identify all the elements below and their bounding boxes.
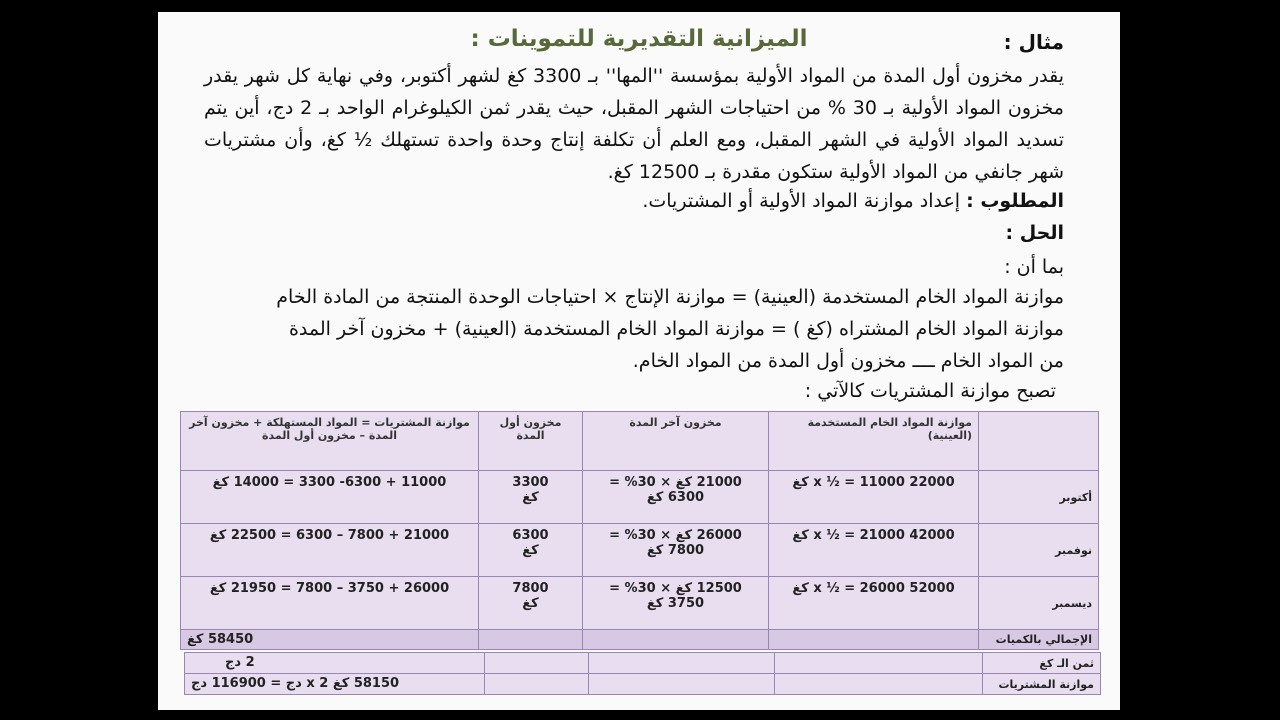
used-cell: 22000 x ½ = 11000 كغ — [769, 471, 979, 524]
header-start-stock: مخزون أول المدة — [479, 412, 583, 471]
page-title: الميزانية التقديرية للتموينات : — [470, 26, 808, 52]
start-stock-value: 3300 — [512, 475, 549, 490]
table-row — [181, 577, 1099, 630]
month-cell: أكتوبر — [979, 471, 1099, 524]
intro-paragraph: يقدر مخزون أول المدة من المواد الأولية بمؤسسة ''المها'' بـ 3300 كغ لشهر أكتوبر، وفي نهاية كل شهر يقدر مخزون المواد الأولية بـ 30 % من احتياجات الشهر المقبل، حيث يقدر ثمن الكيلوغرام الواحد بـ 2 دج، أين يتم تسديد المواد الأولية في الشهر المقبل، ومع العلم أن تكلفة إنتاج وحدة واحدة تستهلك ½ كغ، وأن مشتريات شهر جانفي من المواد الأولية ستكون مقدرة بـ 12500 كغ. — [204, 65, 1065, 183]
required-line — [204, 186, 1064, 216]
table-row — [181, 471, 1099, 524]
example-label: مثال : — [1003, 30, 1064, 54]
start-stock-value: 6300 — [512, 528, 549, 543]
end-stock-formula: 21000 كغ × 30% = — [609, 475, 742, 490]
document-page — [158, 12, 1120, 710]
formula-1: موازنة المواد الخام المستخدمة (العينية) = موازنة الإنتاج × احتياجات الوحدة المنتجة من المادة الخام — [276, 286, 1064, 308]
start-stock-unit: كغ — [522, 490, 539, 505]
price-label: ثمن الـ كغ — [983, 653, 1101, 674]
end-stock-formula: 26000 كغ × 30% = — [609, 528, 742, 543]
end-stock-formula: 12500 كغ × 30% = — [609, 581, 742, 596]
purchases-table — [180, 411, 1098, 650]
empty-cell — [485, 674, 589, 695]
formula-2a: موازنة المواد الخام المشتراه (كغ ) = موازنة المواد الخام المستخدمة (العينية) + مخزون آخر المدة — [288, 318, 1064, 340]
end-stock-cell — [583, 524, 769, 577]
empty-cell — [775, 653, 983, 674]
solution-label: الحل : — [1005, 222, 1064, 244]
value-label: موازنة المشتريات — [983, 674, 1101, 695]
used-cell: 52000 x ½ = 26000 كغ — [769, 577, 979, 630]
end-stock-value: 6300 كغ — [646, 490, 705, 505]
price-value: 2 دج — [185, 653, 485, 674]
start-stock-unit: كغ — [522, 543, 539, 558]
total-label: الإجمالي بالكميات — [979, 630, 1099, 650]
formula-2b: من المواد الخام ــــ مخزون أول المدة من المواد الخام. — [632, 350, 1064, 372]
end-stock-cell — [583, 577, 769, 630]
becomes-text: تصبح موازنة المشتريات كالآتي : — [804, 380, 1056, 402]
empty-cell — [583, 630, 769, 650]
required-label: المطلوب : — [966, 190, 1064, 212]
empty-cell — [769, 630, 979, 650]
purchases-cell: 11000 + 6300- 3300 = 14000 كغ — [181, 471, 479, 524]
total-value: 58450 كغ — [181, 630, 479, 650]
price-table — [184, 652, 1100, 695]
empty-cell — [589, 653, 775, 674]
start-stock-unit: كغ — [522, 596, 539, 611]
table-row — [181, 524, 1099, 577]
purchases-cell: 21000 + 7800 – 6300 = 22500 كغ — [181, 524, 479, 577]
price-row — [185, 653, 1101, 674]
header-used: موازنة المواد الخام المستخدمة (العينية) — [769, 412, 979, 471]
empty-cell — [775, 674, 983, 695]
start-stock-value: 7800 — [512, 581, 549, 596]
empty-cell — [485, 653, 589, 674]
header-end-stock: مخزون آخر المدة — [583, 412, 769, 471]
end-stock-cell — [583, 471, 769, 524]
start-stock-cell — [479, 524, 583, 577]
empty-cell — [589, 674, 775, 695]
header-purchases: موازنة المشتريات = المواد المستهلكة + مخزون آخر المدة – مخزون أول المدة — [181, 412, 479, 471]
value-row — [185, 674, 1101, 695]
required-text: إعداد موازنة المواد الأولية أو المشتريات. — [642, 190, 961, 212]
end-stock-value: 7800 كغ — [646, 543, 705, 558]
since-text: بما أن : — [1004, 256, 1064, 278]
value-text: 58150 كغ x 2 دج = 116900 دج — [185, 674, 485, 695]
start-stock-cell — [479, 577, 583, 630]
empty-cell — [479, 630, 583, 650]
used-cell: 42000 x ½ = 21000 كغ — [769, 524, 979, 577]
end-stock-value: 3750 كغ — [646, 596, 705, 611]
table-header-row — [181, 412, 1099, 471]
header-month — [979, 412, 1099, 471]
total-row — [181, 630, 1099, 650]
month-cell: ديسمبر — [979, 577, 1099, 630]
start-stock-cell — [479, 471, 583, 524]
month-cell: نوفمبر — [979, 524, 1099, 577]
purchases-cell: 26000 + 3750 – 7800 = 21950 كغ — [181, 577, 479, 630]
